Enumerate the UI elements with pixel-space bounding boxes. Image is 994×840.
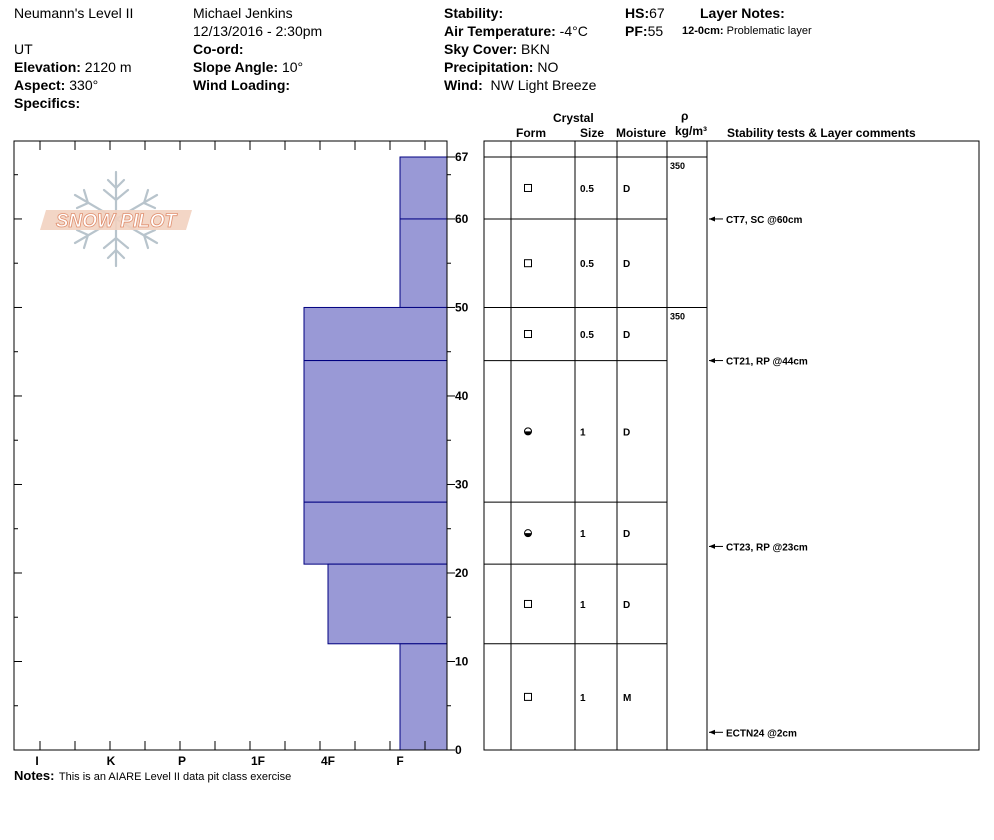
- location: UT: [14, 41, 33, 57]
- sky-cover-label: Sky Cover:: [444, 41, 518, 57]
- crystal-size: 1: [580, 599, 586, 611]
- aspect-value: 330°: [69, 77, 99, 93]
- stability-label: Stability:: [444, 5, 504, 21]
- crystal-size: 0.5: [580, 330, 594, 342]
- hardness-layer-1: [400, 157, 447, 219]
- layer-note-range: 12-0cm:: [682, 25, 724, 37]
- hardness-tick-label: K: [106, 754, 116, 768]
- moisture-value: D: [623, 427, 631, 439]
- wind-loading-label: Wind Loading:: [193, 77, 291, 93]
- hardness-tick-label: 4F: [320, 754, 336, 768]
- moisture-value: D: [623, 529, 631, 541]
- hardness-tick-label: I: [35, 754, 39, 768]
- density-value: 350: [670, 311, 686, 322]
- height-tick-label: 40: [455, 388, 469, 403]
- moisture-value: D: [623, 259, 631, 271]
- crystal-header: Crystal: [553, 111, 594, 125]
- crystal-form-square-icon: [525, 184, 532, 191]
- hardness-layer-3: [304, 307, 447, 360]
- moisture-value: D: [623, 330, 631, 342]
- coord-label: Co-ord:: [193, 41, 244, 57]
- snowpilot-logo: [40, 172, 192, 266]
- stability-test-label: ECTN24 @2cm: [726, 728, 797, 740]
- notes-label: Notes:: [14, 768, 55, 783]
- aspect-label: Aspect:: [14, 77, 66, 93]
- crystal-size: 0.5: [580, 183, 594, 195]
- crystal-size: 1: [580, 529, 586, 541]
- moisture-value: M: [623, 692, 632, 704]
- moisture-value: D: [623, 599, 631, 611]
- precip-label: Precipitation:: [444, 59, 534, 75]
- sky-cover-value: BKN: [521, 41, 550, 57]
- test-arrow-head: [709, 216, 715, 221]
- hardness-tick-label: P: [177, 754, 187, 768]
- hs-label: HS:: [625, 5, 650, 21]
- hardness-layer-7: [400, 644, 447, 750]
- notes-text: This is an AIARE Level II data pit class exercise: [58, 771, 292, 783]
- wind-label: Wind:: [444, 77, 483, 93]
- hardness-layer-6: [328, 564, 447, 644]
- precip-value: NO: [537, 59, 559, 75]
- pit-name: Neumann's Level II: [14, 5, 134, 21]
- crystal-form-square-icon: [525, 260, 532, 267]
- specifics-label: Specifics:: [14, 95, 81, 111]
- test-arrow-head: [709, 358, 715, 363]
- comments-header: Stability tests & Layer comments: [727, 126, 916, 140]
- hardness-layer-2: [400, 219, 447, 308]
- stability-test-label: CT7, SC @60cm: [726, 214, 803, 226]
- layer-table-frame: [484, 141, 979, 750]
- height-tick-label: 67: [455, 150, 469, 164]
- density-unit-header: kg/m³: [675, 124, 708, 138]
- crystal-form-square-icon: [525, 331, 532, 338]
- hardness-layer-5: [304, 502, 447, 564]
- wind-value: NW Light Breeze: [490, 77, 597, 93]
- air-temp-label: Air Temperature:: [444, 23, 556, 39]
- height-tick-label: 30: [455, 477, 469, 492]
- pf-label: PF:: [625, 23, 648, 39]
- height-tick-label: 50: [455, 300, 469, 315]
- layer-notes-label: Layer Notes:: [700, 5, 785, 21]
- height-tick-label: 0: [455, 743, 462, 757]
- elevation-label: Elevation:: [14, 59, 81, 75]
- observer: Michael Jenkins: [193, 5, 293, 21]
- crystal-form-square-icon: [525, 600, 532, 607]
- slope-value: 10°: [281, 59, 304, 75]
- test-arrow-head: [709, 544, 715, 549]
- rho-header: ρ: [681, 109, 689, 123]
- density-value: 350: [670, 161, 686, 171]
- height-tick-label: 60: [455, 211, 469, 226]
- form-header: Form: [516, 126, 546, 140]
- hardness-layer-4: [304, 361, 447, 503]
- height-tick-label: 20: [455, 565, 469, 580]
- hs-value: 67: [649, 5, 665, 21]
- stability-test-label: CT23, RP @23cm: [726, 542, 808, 554]
- pf-value: 55: [647, 23, 664, 39]
- datetime: 12/13/2016 - 2:30pm: [193, 23, 323, 39]
- hardness-tick-label: 1F: [250, 754, 266, 768]
- moisture-value: D: [623, 183, 631, 195]
- stability-test-label: CT21, RP @44cm: [726, 356, 808, 368]
- air-temp-value: -4°C: [559, 23, 588, 39]
- layer-note-text: Problematic layer: [726, 25, 812, 37]
- logo-text: SNOW PILOT: [55, 211, 177, 232]
- crystal-size: 1: [580, 692, 586, 704]
- size-header: Size: [580, 126, 605, 140]
- crystal-form-square-icon: [525, 693, 532, 700]
- test-arrow-head: [709, 730, 715, 735]
- moisture-header: Moisture: [616, 126, 667, 140]
- elevation-value: 2120 m: [84, 59, 132, 75]
- height-tick-label: 10: [455, 654, 469, 669]
- hardness-tick-label: F: [396, 754, 404, 768]
- crystal-size: 0.5: [580, 259, 594, 271]
- slope-label: Slope Angle:: [193, 59, 279, 75]
- crystal-size: 1: [580, 427, 586, 439]
- notes: [14, 767, 291, 785]
